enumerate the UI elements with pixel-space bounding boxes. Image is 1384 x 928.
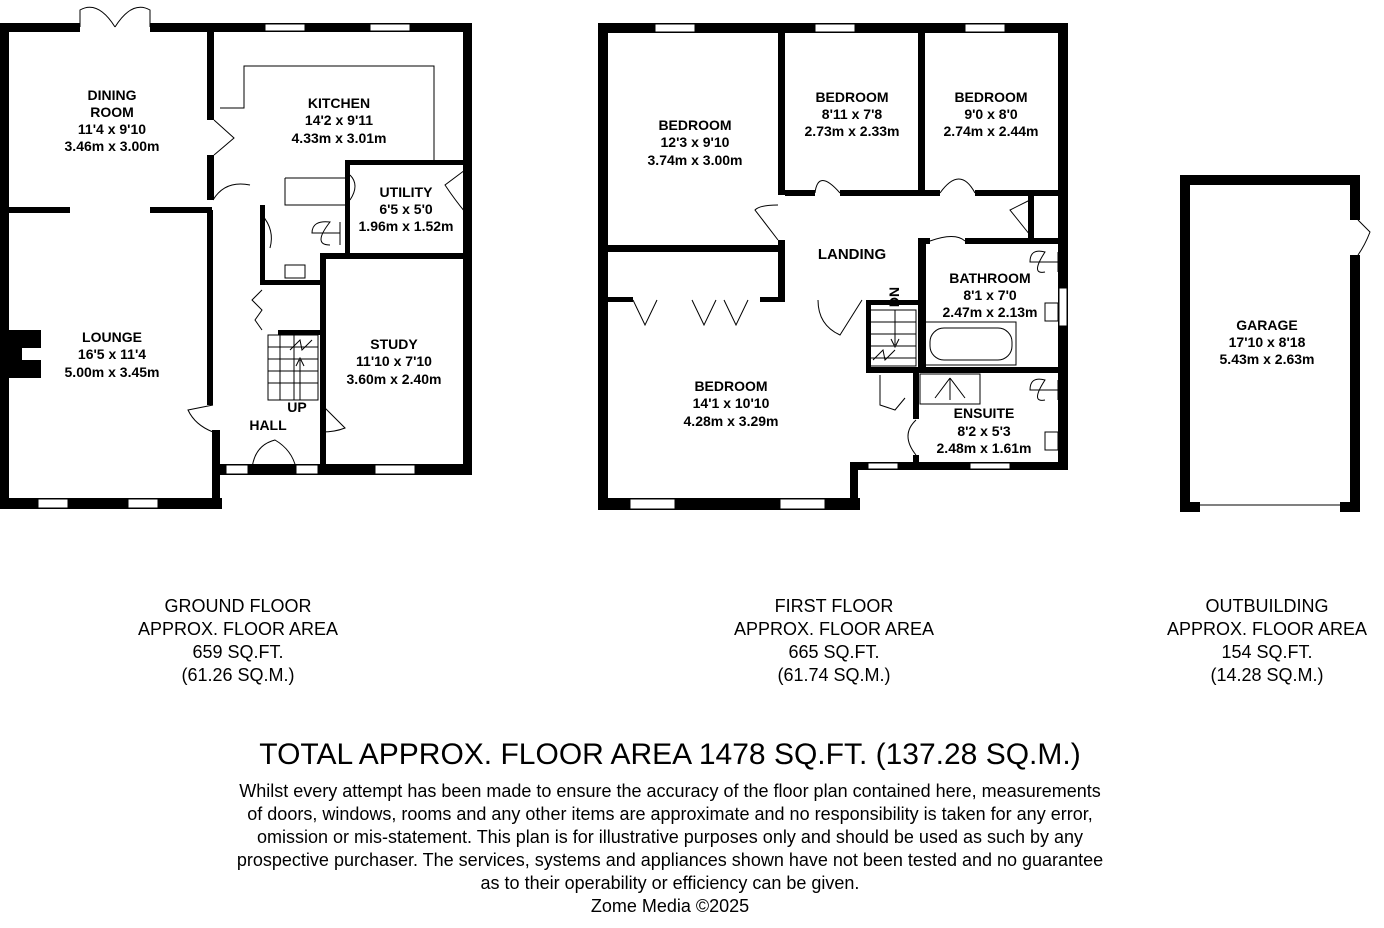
- disclaimer-line: omission or mis-statement. This plan is for illustrative purposes only and should be used as such by any: [256, 827, 1084, 847]
- stairs-up-label: UP: [287, 399, 307, 415]
- room-size-imperial: 9'0 x 8'0: [964, 106, 1018, 122]
- wall: [345, 160, 350, 255]
- room-size-metric: 3.60m x 2.40m: [346, 371, 442, 387]
- window: [655, 24, 695, 32]
- wall: [598, 23, 608, 510]
- wall: [0, 207, 70, 213]
- toilet: [1030, 379, 1058, 400]
- room-size-imperial: 14'2 x 9'11: [304, 112, 374, 128]
- floor-title: GROUND FLOOR: [164, 596, 312, 616]
- window: [370, 24, 410, 31]
- room-kitchen: [292, 95, 387, 146]
- first-floor-summary: [696, 595, 972, 687]
- stairs-first: [868, 310, 916, 366]
- credit: Zome Media ©2025: [590, 896, 750, 916]
- window: [630, 499, 675, 509]
- stairs-ground: [268, 335, 318, 400]
- door-swing: [214, 120, 234, 155]
- door-swing: [755, 205, 778, 240]
- bath-inner: [930, 328, 1012, 360]
- window: [38, 499, 68, 508]
- window: [128, 499, 158, 508]
- door-swing: [880, 375, 905, 410]
- room-size-metric: 2.48m x 1.61m: [936, 440, 1032, 456]
- wall: [1350, 175, 1360, 220]
- disclaimer-line: prospective purchaser. The services, systems and appliances shown have not been tested and no guarantee: [236, 850, 1104, 870]
- door-swing: [815, 181, 840, 194]
- basin: [1045, 303, 1058, 321]
- room-size-metric: 2.73m x 2.33m: [804, 123, 900, 139]
- room-dining: [65, 87, 160, 154]
- wall: [1028, 196, 1034, 238]
- room-name: DINING: [87, 87, 137, 103]
- window: [296, 465, 318, 474]
- room-size-metric: 3.46m x 3.00m: [64, 138, 160, 154]
- floor-title: OUTBUILDING: [1205, 596, 1329, 616]
- wall: [0, 23, 9, 509]
- wall: [918, 30, 925, 195]
- room-size-metric: 4.33m x 3.01m: [291, 130, 387, 146]
- room-bedroom-1: [648, 117, 743, 168]
- room-size-imperial: 11'4 x 9'10: [77, 121, 147, 137]
- room-landing-label: LANDING: [817, 246, 887, 263]
- wall: [1180, 502, 1200, 512]
- wall: [913, 455, 919, 467]
- wall: [918, 238, 926, 373]
- room-lounge: [65, 329, 160, 380]
- room-name: ROOM: [90, 104, 134, 120]
- room-bedroom-4: [684, 378, 779, 429]
- room-size-imperial: 14'1 x 10'10: [692, 395, 770, 411]
- room-bathroom: [943, 270, 1038, 320]
- room-name: GARAGE: [1236, 317, 1298, 333]
- wall: [785, 190, 815, 196]
- wall: [320, 253, 465, 259]
- room-name: BEDROOM: [815, 89, 889, 105]
- area-sqm: (14.28 SQ.M.): [1210, 665, 1324, 685]
- room-name: KITCHEN: [307, 95, 371, 111]
- wall: [608, 245, 778, 252]
- room-name: LOUNGE: [82, 329, 142, 345]
- room-size-imperial: 12'3 x 9'10: [660, 134, 730, 150]
- wall: [778, 240, 785, 302]
- room-size-imperial: 17'10 x 8'18: [1228, 334, 1306, 350]
- wall: [1180, 175, 1360, 185]
- door-swing: [940, 179, 975, 193]
- door-swing: [188, 405, 213, 432]
- basin: [1045, 432, 1058, 450]
- wall: [207, 210, 213, 405]
- room-hall-label: HALL: [249, 417, 287, 433]
- room-study: [347, 336, 442, 387]
- room-name: BEDROOM: [954, 89, 1028, 105]
- window: [970, 463, 1010, 469]
- toilet: [312, 222, 340, 245]
- room-size-imperial: 11'10 x 7'10: [356, 353, 432, 369]
- room-size-metric: 5.00m x 3.45m: [64, 364, 160, 380]
- stairs-down-label: DN: [886, 286, 902, 308]
- wall: [760, 297, 785, 302]
- disclaimer-line: Whilst every attempt has been made to ensure the accuracy of the floor plan contained here, measurements: [239, 781, 1101, 801]
- wall: [1180, 175, 1190, 512]
- door-swing: [818, 300, 862, 335]
- wall: [320, 253, 326, 468]
- wall: [212, 430, 220, 509]
- window: [868, 463, 898, 469]
- wall: [345, 160, 465, 165]
- door-swing: [252, 440, 296, 468]
- window: [226, 465, 248, 474]
- area-label: APPROX. FLOOR AREA: [733, 619, 935, 639]
- door-swing: [213, 184, 250, 200]
- area-sqm: (61.26 SQ.M.): [181, 665, 295, 685]
- wall: [150, 207, 212, 213]
- room-size-metric: 2.74m x 2.44m: [943, 123, 1039, 139]
- door-swing: [908, 420, 916, 455]
- wall: [260, 280, 325, 285]
- door-swing: [930, 237, 965, 242]
- ground-floor-summary: [100, 595, 376, 687]
- wall: [0, 23, 80, 32]
- room-name: BEDROOM: [658, 117, 732, 133]
- toilet: [1030, 251, 1058, 272]
- area-label: APPROX. FLOOR AREA: [1166, 619, 1368, 639]
- room-bedroom-3: [944, 89, 1039, 139]
- window: [1059, 288, 1067, 326]
- area-sqft: 665 SQ.FT.: [788, 642, 880, 662]
- wall: [463, 23, 472, 475]
- room-ensuite: [937, 405, 1032, 456]
- floor-title: FIRST FLOOR: [774, 596, 894, 616]
- wall: [608, 297, 633, 302]
- area-sqft: 659 SQ.FT.: [192, 642, 284, 662]
- room-utility: [359, 184, 454, 234]
- door-swing: [445, 170, 465, 212]
- ground-floor-plan: [0, 7, 472, 509]
- wall: [278, 330, 323, 335]
- shower-spray: [935, 378, 965, 400]
- outbuilding-summary: [1150, 595, 1384, 687]
- area-sqm: (61.74 SQ.M.): [777, 665, 891, 685]
- wall: [778, 30, 785, 195]
- room-name: STUDY: [370, 336, 418, 352]
- window: [375, 465, 415, 474]
- wall: [866, 367, 916, 373]
- wall: [913, 367, 919, 419]
- room-size-imperial: 16'5 x 11'4: [77, 346, 147, 362]
- room-garage: [1220, 317, 1315, 367]
- wall: [0, 498, 222, 509]
- door-swing: [350, 175, 355, 200]
- window: [265, 24, 305, 31]
- door-swing: [252, 290, 262, 330]
- wall: [918, 367, 1066, 373]
- room-name: ENSUITE: [953, 405, 1015, 421]
- kitchen-unit: [285, 178, 345, 205]
- room-size-metric: 5.43m x 2.63m: [1219, 351, 1315, 367]
- wall: [1340, 502, 1360, 512]
- french-door: [80, 7, 150, 27]
- room-name: BATHROOM: [949, 270, 1031, 286]
- wall: [1350, 255, 1360, 512]
- room-name: BEDROOM: [694, 378, 768, 394]
- window: [965, 24, 1005, 32]
- room-size-imperial: 8'11 x 7'8: [821, 106, 883, 122]
- window: [815, 24, 855, 32]
- wall: [212, 464, 472, 475]
- area-label: APPROX. FLOOR AREA: [137, 619, 339, 639]
- wall: [207, 155, 214, 200]
- room-size-imperial: 8'2 x 5'3: [957, 423, 1011, 439]
- fireplace-hearth: [22, 348, 41, 360]
- window: [780, 499, 825, 509]
- room-bedroom-2: [805, 89, 900, 139]
- wall: [840, 190, 940, 196]
- room-name: UTILITY: [379, 184, 433, 200]
- wall: [207, 30, 214, 120]
- room-size-metric: 1.96m x 1.52m: [358, 218, 454, 234]
- basin: [285, 265, 305, 278]
- area-sqft: 154 SQ.FT.: [1221, 642, 1313, 662]
- wall: [150, 23, 472, 32]
- wardrobe-doors: [633, 300, 748, 325]
- wall: [965, 238, 1065, 244]
- wall: [975, 190, 1065, 196]
- room-size-metric: 4.28m x 3.29m: [683, 413, 779, 429]
- total-floor-area: TOTAL APPROX. FLOOR AREA 1478 SQ.FT. (137.28 SQ.M.): [259, 738, 1081, 771]
- door-swing: [1358, 220, 1370, 255]
- room-size-imperial: 6'5 x 5'0: [379, 201, 433, 217]
- room-size-imperial: 8'1 x 7'0: [963, 287, 1017, 303]
- disclaimer-line: as to their operability or efficiency can be given.: [480, 873, 860, 893]
- disclaimer: [160, 780, 1180, 918]
- room-size-metric: 3.74m x 3.00m: [647, 152, 743, 168]
- wall: [918, 238, 930, 244]
- room-size-metric: 2.47m x 2.13m: [942, 304, 1038, 320]
- door-swing: [1010, 200, 1030, 235]
- disclaimer-line: of doors, windows, rooms and any other items are approximate and no responsibility is taken for any error,: [247, 804, 1093, 824]
